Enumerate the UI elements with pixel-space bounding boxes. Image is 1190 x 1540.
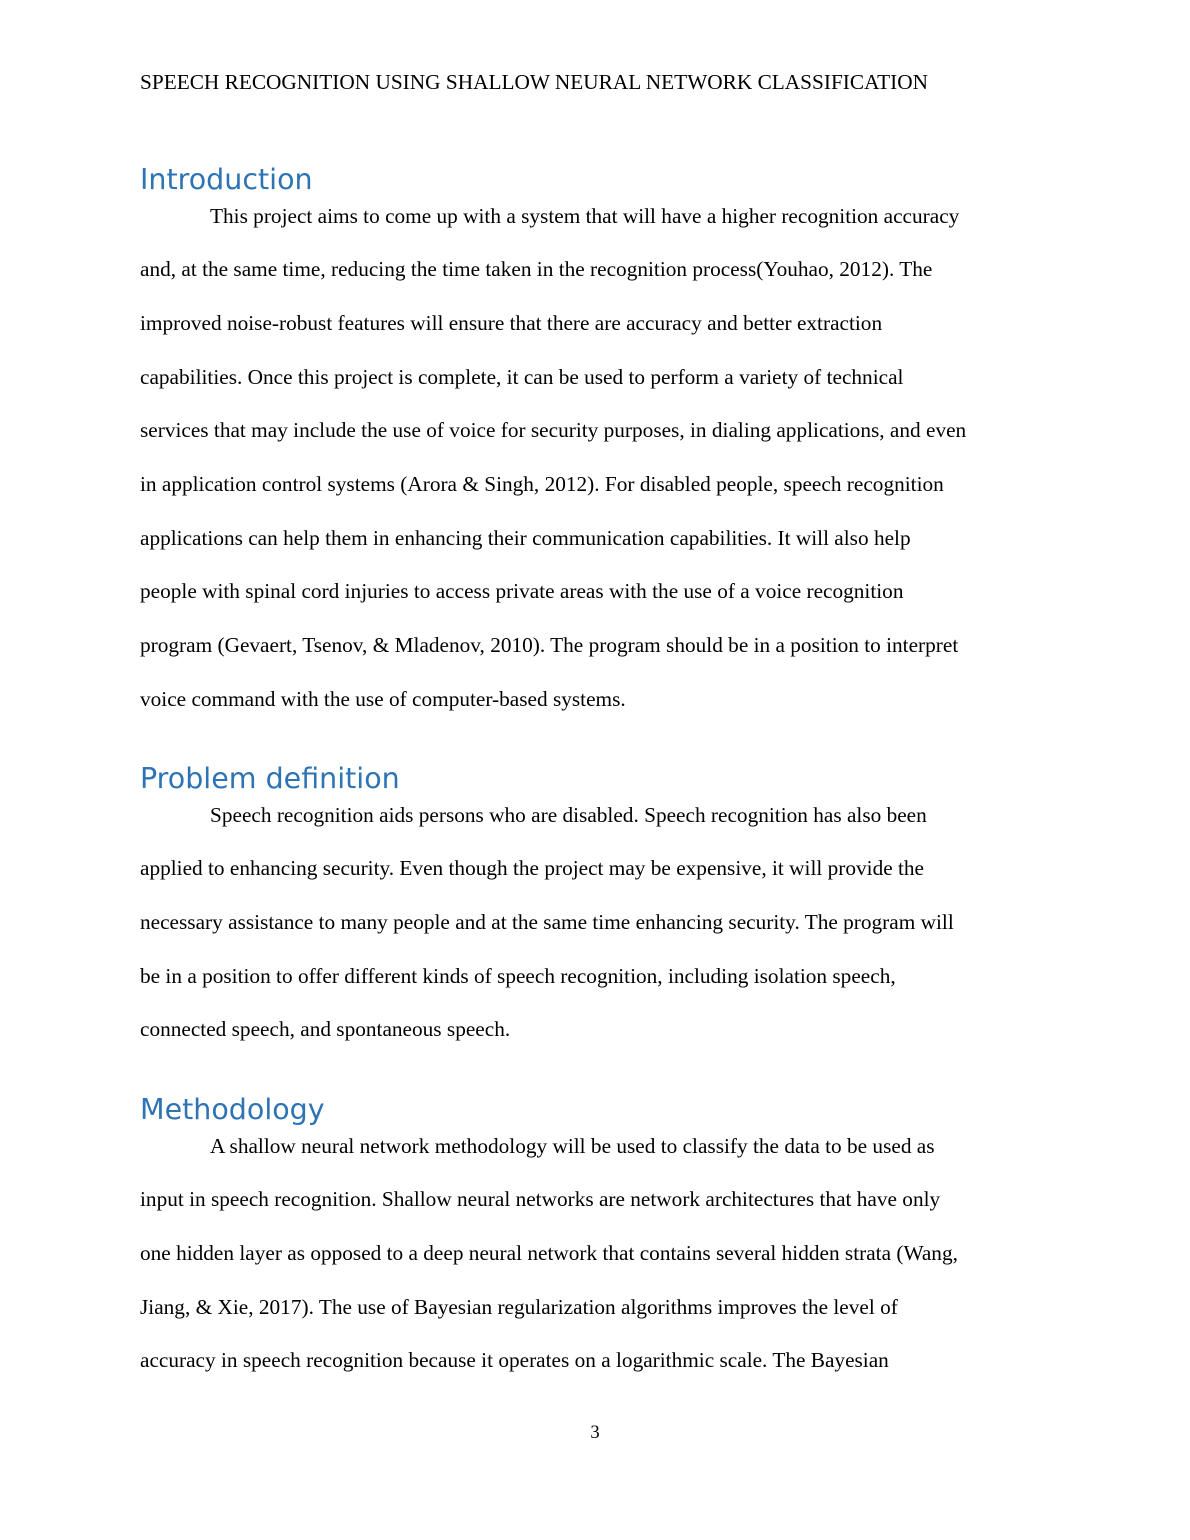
text-line: services that may include the use of voice for security purposes, in dialing applications, and even xyxy=(140,418,967,442)
text-line: This project aims to come up with a system that will have a higher recognition accuracy xyxy=(210,204,960,228)
text-line: improved noise-robust features will ensure that there are accuracy and better extraction xyxy=(140,311,883,335)
page-number: 3 xyxy=(590,1422,600,1443)
text-line: Jiang, & Xie, 2017). The use of Bayesian regularization algorithms improves the level of xyxy=(140,1295,898,1319)
text-line: accuracy in speech recognition because it operates on a logarithmic scale. The Bayesian xyxy=(140,1348,889,1372)
text-line: A shallow neural network methodology will be used to classify the data to be used as xyxy=(210,1134,935,1158)
text-line: program (Gevaert, Tsenov, & Mladenov, 2010). The program should be in a position to interpret xyxy=(140,633,959,657)
text-line: Speech recognition aids persons who are disabled. Speech recognition has also been xyxy=(210,803,927,827)
heading-methodology: Methodology xyxy=(140,1093,325,1126)
text-line: one hidden layer as opposed to a deep neural network that contains several hidden strata (Wang, xyxy=(140,1241,958,1265)
text-line: applications can help them in enhancing their communication capabilities. It will also help xyxy=(140,526,911,550)
text-line: voice command with the use of computer-based systems. xyxy=(140,687,626,711)
text-line: people with spinal cord injuries to access private areas with the use of a voice recognition xyxy=(140,579,904,603)
running-head: SPEECH RECOGNITION USING SHALLOW NEURAL NETWORK CLASSIFICATION xyxy=(140,70,928,94)
text-line: necessary assistance to many people and at the same time enhancing security. The program will xyxy=(140,910,954,934)
text-line: be in a position to offer different kinds of speech recognition, including isolation speech, xyxy=(140,964,896,988)
heading-problem-definition: Problem definition xyxy=(140,762,400,795)
text-line: capabilities. Once this project is complete, it can be used to perform a variety of technical xyxy=(140,365,904,389)
text-line: input in speech recognition. Shallow neural networks are network architectures that have only xyxy=(140,1187,941,1211)
text-line: applied to enhancing security. Even though the project may be expensive, it will provide the xyxy=(140,856,925,880)
heading-introduction: Introduction xyxy=(140,163,313,196)
text-line: connected speech, and spontaneous speech. xyxy=(140,1017,511,1041)
text-line: and, at the same time, reducing the time taken in the recognition process(Youhao, 2012). The xyxy=(140,257,933,281)
text-line: in application control systems (Arora & Singh, 2012). For disabled people, speech recognition xyxy=(140,472,944,496)
